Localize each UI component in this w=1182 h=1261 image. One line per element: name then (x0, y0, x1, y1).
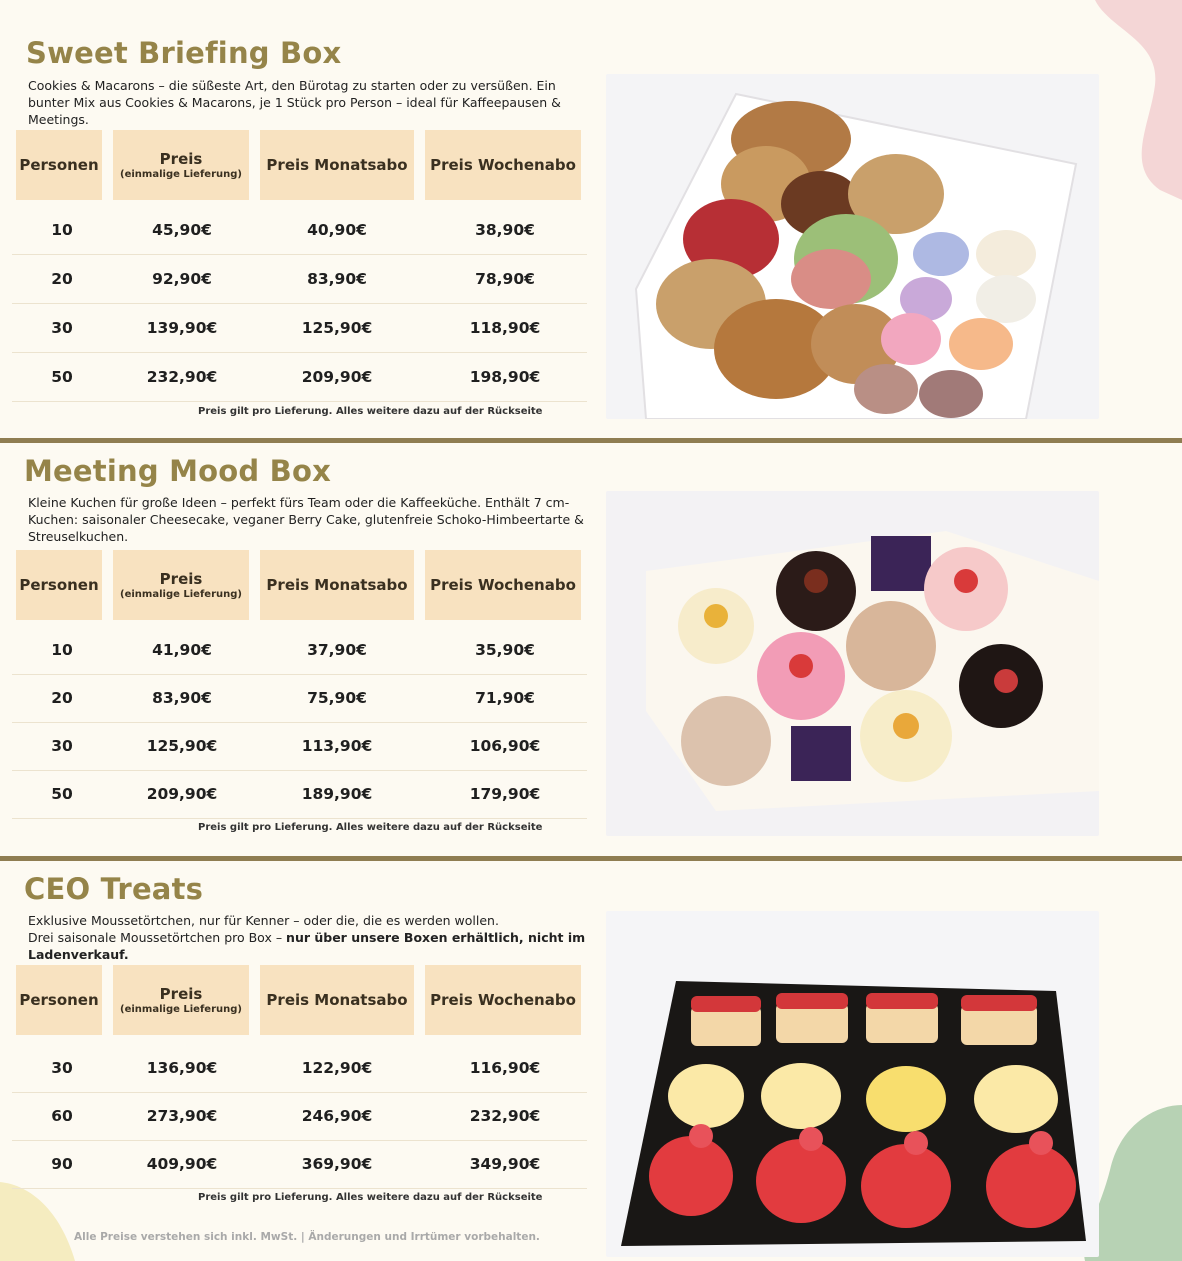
description-line: Exklusive Moussetörtchen, nur für Kenner – oder die, die es werden wollen. (28, 913, 499, 928)
cell-persons: 60 (51, 1107, 73, 1125)
section-description: Kleine Kuchen für große Ideen – perfekt fürs Team oder die Kaffeeküche. Enthält 7 cm-Kuchen: saisonaler Cheesecake, veganer Berry Cake, glutenfreie Schoko-Himbeertarte & Streuselkuchen. (28, 495, 584, 544)
header-monthly: Preis Monatsabo (260, 130, 414, 200)
cell-persons: 30 (51, 1059, 73, 1077)
header-price: Preis (einmalige Lieferung) (113, 965, 249, 1035)
product-photo-cookies-macarons (606, 74, 1099, 419)
header-weekly: Preis Wochenabo (425, 130, 581, 200)
table-row (12, 353, 587, 402)
table-row (12, 674, 587, 723)
header-price: Preis (einmalige Lieferung) (113, 550, 249, 620)
cell-monthly: 113,90€ (301, 737, 373, 755)
cell-price: 92,90€ (152, 270, 212, 288)
header-weekly: Preis Wochenabo (425, 550, 581, 620)
header-persons: Personen (16, 130, 102, 200)
cell-monthly: 40,90€ (307, 221, 367, 239)
cell-weekly: 198,90€ (469, 368, 541, 386)
cell-persons: 10 (51, 221, 73, 239)
cell-monthly: 122,90€ (301, 1059, 373, 1077)
cell-monthly: 246,90€ (301, 1107, 373, 1125)
table-row (12, 770, 587, 819)
cell-monthly: 83,90€ (307, 270, 367, 288)
product-photo-mousse-tarts (606, 911, 1099, 1257)
description-line: Drei saisonale Moussetörtchen pro Box – (28, 930, 287, 945)
cell-persons: 50 (51, 785, 73, 803)
cell-weekly: 38,90€ (475, 221, 535, 239)
cell-weekly: 179,90€ (469, 785, 541, 803)
table-row (12, 626, 587, 675)
product-photo-small-cakes (606, 491, 1099, 836)
cell-monthly: 125,90€ (301, 319, 373, 337)
cell-price: 136,90€ (146, 1059, 218, 1077)
cell-price: 45,90€ (152, 221, 212, 239)
cell-monthly: 75,90€ (307, 689, 367, 707)
section-sweet-briefing-box (0, 0, 1182, 440)
cell-weekly: 78,90€ (475, 270, 535, 288)
table-row (12, 722, 587, 771)
cell-price: 209,90€ (146, 785, 218, 803)
table-row (12, 1140, 587, 1189)
section-description: Cookies & Macarons – die süßeste Art, den Bürotag zu starten oder zu versüßen. Ein bunter Mix aus Cookies & Macarons, je 1 Stück pro Person – ideal für Kaffeepausen & Meetings. (28, 78, 561, 127)
cell-persons: 20 (51, 270, 73, 288)
cell-monthly: 37,90€ (307, 641, 367, 659)
cell-price: 409,90€ (146, 1155, 218, 1173)
price-note: Preis gilt pro Lieferung. Alles weitere dazu auf der Rückseite (198, 1192, 543, 1203)
header-persons: Personen (16, 550, 102, 620)
cell-weekly: 35,90€ (475, 641, 535, 659)
cell-persons: 20 (51, 689, 73, 707)
cell-monthly: 369,90€ (301, 1155, 373, 1173)
cell-persons: 90 (51, 1155, 73, 1173)
section-ceo-treats (0, 861, 1182, 1231)
footer-disclaimer: Alle Preise verstehen sich inkl. MwSt. | Änderungen und Irrtümer vorbehalten. (74, 1231, 540, 1243)
cell-weekly: 106,90€ (469, 737, 541, 755)
section-meeting-mood-box (0, 443, 1182, 858)
cell-weekly: 71,90€ (475, 689, 535, 707)
cell-monthly: 189,90€ (301, 785, 373, 803)
price-note: Preis gilt pro Lieferung. Alles weitere dazu auf der Rückseite (198, 822, 543, 833)
section-title: Sweet Briefing Box (26, 36, 342, 70)
table-row (12, 304, 587, 353)
cell-weekly: 349,90€ (469, 1155, 541, 1173)
cell-persons: 30 (51, 319, 73, 337)
description-emphasis: nur über unsere Boxen erhältlich, nicht im Ladenverkauf. (28, 930, 586, 962)
section-description (28, 912, 588, 963)
cell-price: 41,90€ (152, 641, 212, 659)
table-row (12, 1092, 587, 1141)
cell-persons: 30 (51, 737, 73, 755)
table-row (12, 1044, 587, 1093)
cell-weekly: 116,90€ (469, 1059, 541, 1077)
header-monthly: Preis Monatsabo (260, 550, 414, 620)
table-row (12, 206, 587, 255)
header-monthly: Preis Monatsabo (260, 965, 414, 1035)
cell-monthly: 209,90€ (301, 368, 373, 386)
cell-price: 139,90€ (146, 319, 218, 337)
header-price: Preis (einmalige Lieferung) (113, 130, 249, 200)
price-note: Preis gilt pro Lieferung. Alles weitere dazu auf der Rückseite (198, 406, 543, 417)
section-title: Meeting Mood Box (24, 454, 331, 488)
cell-persons: 50 (51, 368, 73, 386)
table-row (12, 255, 587, 304)
header-persons: Personen (16, 965, 102, 1035)
cell-weekly: 232,90€ (469, 1107, 541, 1125)
cell-persons: 10 (51, 641, 73, 659)
section-title: CEO Treats (24, 872, 204, 906)
cell-weekly: 118,90€ (469, 319, 541, 337)
header-weekly: Preis Wochenabo (425, 965, 581, 1035)
cell-price: 125,90€ (146, 737, 218, 755)
cell-price: 273,90€ (146, 1107, 218, 1125)
cell-price: 232,90€ (146, 368, 218, 386)
cell-price: 83,90€ (152, 689, 212, 707)
